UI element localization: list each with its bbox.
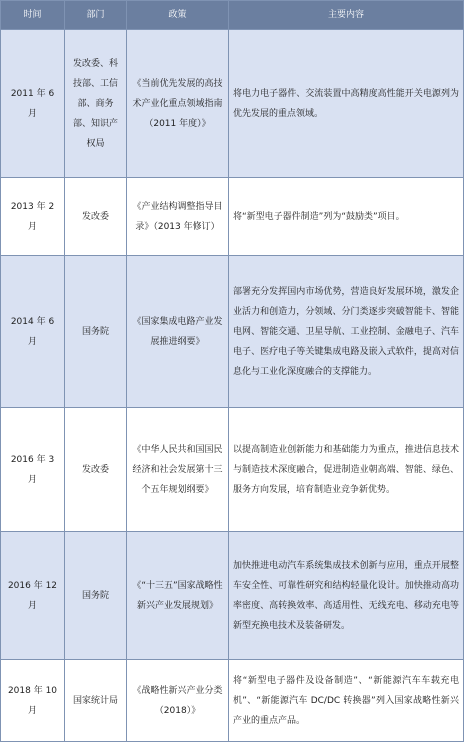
cell-policy: 《当前优先发展的高技术产业化重点领域指南（2011 年度）》 bbox=[127, 30, 229, 178]
cell-department: 发改委 bbox=[65, 178, 127, 256]
header-content: 主要内容 bbox=[229, 1, 464, 30]
table-row bbox=[1, 660, 464, 742]
cell-time: 2016 年 12 月 bbox=[1, 532, 65, 660]
header-time: 时间 bbox=[1, 1, 65, 30]
cell-department: 国家统计局 bbox=[65, 660, 127, 742]
cell-policy: 《“十三五”国家战略性新兴产业发展规划》 bbox=[127, 532, 229, 660]
cell-time: 2013 年 2 月 bbox=[1, 178, 65, 256]
cell-time: 2016 年 3 月 bbox=[1, 408, 65, 532]
cell-department: 发改委、科技部、工信部、商务部、知识产权局 bbox=[65, 30, 127, 178]
cell-policy: 《国家集成电路产业发展推进纲要》 bbox=[127, 256, 229, 408]
cell-content: 以提高制造业创新能力和基础能力为重点，推进信息技术与制造技术深度融合，促进制造业朝高端、智能、绿色、服务方向发展，培育制造业竞争新优势。 bbox=[229, 408, 464, 532]
cell-content: 将电力电子器件、交流装置中高精度高性能开关电源列为优先发展的重点领域。 bbox=[229, 30, 464, 178]
cell-time: 2018 年 10 月 bbox=[1, 660, 65, 742]
cell-policy: 《中华人民共和国国民经济和社会发展第十三个五年规划纲要》 bbox=[127, 408, 229, 532]
table-row bbox=[1, 178, 464, 256]
table-row bbox=[1, 256, 464, 408]
cell-content: 将“新型电子器件及设备制造”、“新能源汽车车载充电机”、“新能源汽车 DC/DC 转换器”列入国家战略性新兴产业的重点产品。 bbox=[229, 660, 464, 742]
cell-content: 加快推进电动汽车系统集成技术创新与应用，重点开展整车安全性、可靠性研究和结构轻量化设计。加快推动高功率密度、高转换效率、高适用性、无线充电、移动充电等新型充换电技术及装备研发。 bbox=[229, 532, 464, 660]
cell-time: 2014 年 6 月 bbox=[1, 256, 65, 408]
table-header-row bbox=[1, 1, 464, 30]
cell-department: 发改委 bbox=[65, 408, 127, 532]
header-department: 部门 bbox=[65, 1, 127, 30]
cell-policy: 《战略性新兴产业分类（2018）》 bbox=[127, 660, 229, 742]
header-policy: 政策 bbox=[127, 1, 229, 30]
table-row bbox=[1, 532, 464, 660]
cell-department: 国务院 bbox=[65, 256, 127, 408]
cell-content: 部署充分发挥国内市场优势，营造良好发展环境，激发企业活力和创造力，分领域、分门类逐步突破智能卡、智能电网、智能交通、卫星导航、工业控制、金融电子、汽车电子、医疗电子等关键集成电路及嵌入式软件，提高对信息化与工业化深度融合的支撑能力。 bbox=[229, 256, 464, 408]
cell-time: 2011 年 6 月 bbox=[1, 30, 65, 178]
cell-content: 将“新型电子器件制造”列为“鼓励类”项目。 bbox=[229, 178, 464, 256]
table-row bbox=[1, 408, 464, 532]
cell-policy: 《产业结构调整指导目录》（2013 年修订） bbox=[127, 178, 229, 256]
cell-department: 国务院 bbox=[65, 532, 127, 660]
table-row bbox=[1, 30, 464, 178]
